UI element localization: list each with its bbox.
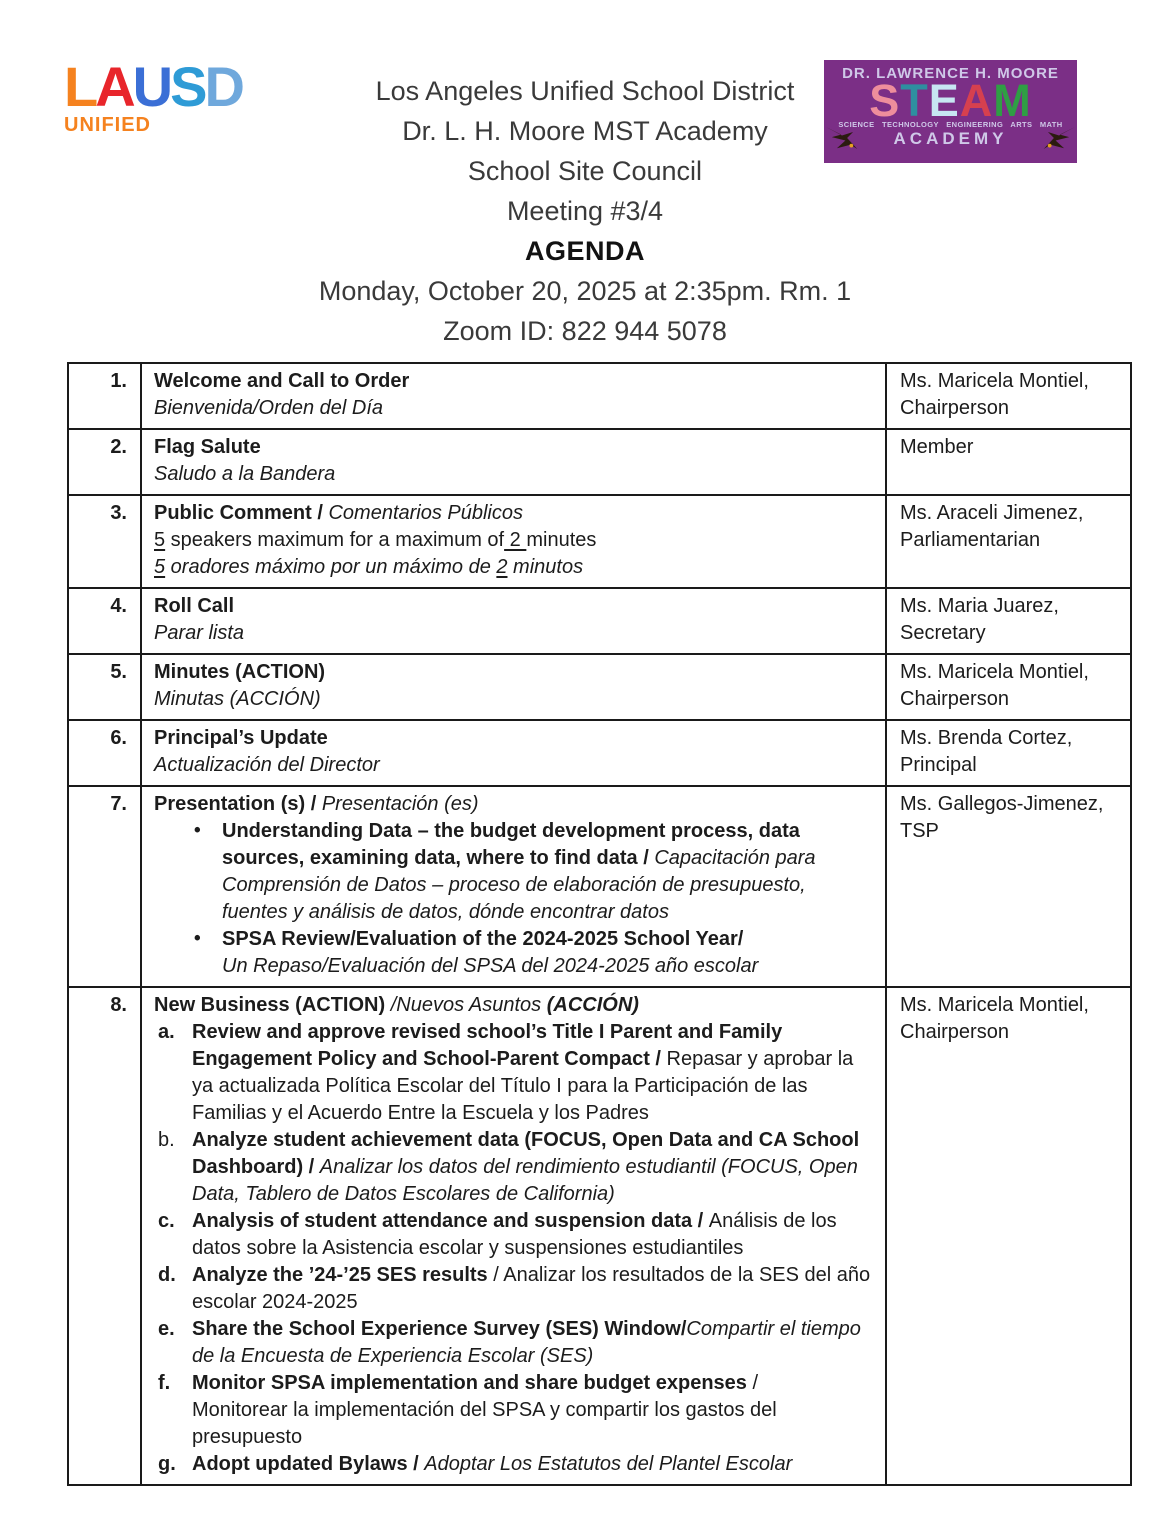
- text-segment: Adoptar Los Estatutos del Plantel Escolar: [424, 1453, 793, 1475]
- assignee-line: Ms. Araceli Jimenez,: [900, 502, 1084, 524]
- district-title: Los Angeles Unified School District: [375, 76, 795, 106]
- steam-logo-academy: ACADEMY: [893, 129, 1008, 149]
- agenda-line: [154, 461, 873, 488]
- text-segment: Comentarios Públicos: [328, 502, 523, 524]
- text-segment: speakers maximum for a maximum of: [165, 529, 505, 551]
- text-segment: minutes: [526, 529, 597, 551]
- agenda-item-content: [141, 654, 886, 720]
- agenda-letter-item: [154, 1370, 873, 1451]
- agenda-item-assignee: [886, 588, 1131, 654]
- lausd-logo-subtitle: UNIFIED: [64, 114, 151, 137]
- assignee-line: Parliamentarian: [900, 529, 1041, 551]
- text-segment: 5: [154, 529, 166, 551]
- agenda-bullet-item: [154, 926, 873, 980]
- agenda-letter-item: [154, 1316, 873, 1370]
- agenda-item-number: 4.: [68, 588, 141, 654]
- text-segment: Parar lista: [154, 622, 245, 644]
- text-segment: Adopt updated Bylaws /: [192, 1453, 425, 1475]
- text-segment: Analyze the ’24-’25 SES results: [192, 1264, 488, 1286]
- agenda-label: AGENDA: [524, 236, 645, 266]
- agenda-letter-item: [154, 1451, 873, 1478]
- agenda-item-assignee: [886, 720, 1131, 786]
- text-segment: 2: [496, 556, 508, 578]
- assignee-line: Ms. Maricela Montiel,: [900, 370, 1089, 392]
- text-segment: Monitor SPSA implementation and share budget expenses: [192, 1372, 747, 1394]
- agenda-item-assignee: [886, 987, 1131, 1485]
- agenda-item-assignee: [886, 363, 1131, 429]
- council-title: School Site Council: [467, 156, 703, 186]
- text-segment: oradores máximo por un máximo de: [165, 556, 497, 578]
- text-segment: SPSA Review/Evaluation of the 2024-2025 School Year/: [222, 928, 744, 950]
- bullet-marker: •: [194, 928, 201, 949]
- text-segment: Compartir el tiempo de la Encuesta de Experiencia Escolar (SES): [192, 1318, 861, 1367]
- text-segment: Presentación (es): [321, 793, 479, 815]
- text-segment: Share the School Experience Survey (SES) Window/: [192, 1318, 687, 1340]
- assignee-line: Ms. Maria Juarez,: [900, 595, 1059, 617]
- agenda-line: [154, 368, 873, 395]
- table-row: [68, 987, 1131, 1485]
- agenda-line: [154, 791, 873, 818]
- agenda-line: [154, 620, 873, 647]
- logo-letter: S: [170, 55, 205, 118]
- text-segment: Monitorear la implementación del SPSA y compartir los gastos del presupuesto: [192, 1399, 777, 1448]
- agenda-item-assignee: [886, 495, 1131, 588]
- letter-marker: e.: [158, 1318, 175, 1340]
- agenda-table: [67, 362, 1132, 1486]
- text-segment: Public Comment /: [154, 502, 329, 524]
- table-row: [68, 786, 1131, 987]
- agenda-line: [154, 659, 873, 686]
- logo-letter: T: [900, 75, 929, 126]
- agenda-item-number: 5.: [68, 654, 141, 720]
- eagle-icon: [825, 125, 859, 151]
- table-row: [68, 363, 1131, 429]
- agenda-item-content: [141, 588, 886, 654]
- table-row: [68, 588, 1131, 654]
- logo-letter: E: [928, 75, 960, 126]
- agenda-item-assignee: [886, 786, 1131, 987]
- agenda-line: [154, 593, 873, 620]
- text-segment: minutos: [507, 556, 584, 578]
- text-segment: Analyze student achievement data (FOCUS, Open Data and CA School Dashboard) /: [192, 1129, 860, 1178]
- text-segment: Minutas (ACCIÓN): [154, 688, 321, 710]
- assignee-line: Secretary: [900, 622, 986, 644]
- text-segment: Capacitación para Comprensión de Datos – proceso de elaboración de presupuesto, fuentes y análisis de datos, dónde encontrar datos: [222, 847, 816, 923]
- agenda-item-content: [141, 720, 886, 786]
- assignee-line: Principal: [900, 754, 977, 776]
- zoom-id: Zoom ID: 822 944 5078: [443, 316, 727, 346]
- agenda-item-number: 6.: [68, 720, 141, 786]
- text-segment: Welcome and Call to Order: [154, 370, 410, 392]
- assignee-line: Ms. Maricela Montiel,: [900, 994, 1089, 1016]
- agenda-item-number: 3.: [68, 495, 141, 588]
- text-segment: Analysis of student attendance and suspension data /: [192, 1210, 709, 1232]
- table-row: [68, 720, 1131, 786]
- logo-letter: U: [132, 55, 171, 118]
- meeting-date: Monday, October 20, 2025 at 2:35pm. Rm. 1: [318, 276, 852, 306]
- text-segment: Review and approve revised school’s Title I Parent and Family Engagement Policy and School-Parent Compact /: [192, 1021, 783, 1070]
- agenda-line: [154, 527, 873, 554]
- text-segment: Un Repaso/Evaluación del SPSA del 2024-2025 año escolar: [222, 955, 759, 977]
- agenda-letter-item: [154, 1019, 873, 1127]
- assignee-line: Ms. Gallegos-Jimenez,: [900, 793, 1104, 815]
- text-segment: 5: [154, 556, 166, 578]
- agenda-line: [154, 752, 873, 779]
- text-segment: Saludo a la Bandera: [154, 463, 336, 485]
- assignee-line: Chairperson: [900, 1021, 1009, 1043]
- table-row: [68, 429, 1131, 495]
- letter-marker: c.: [158, 1210, 175, 1232]
- meeting-number: Meeting #3/4: [506, 196, 664, 226]
- logo-letter: S: [869, 75, 901, 126]
- assignee-line: TSP: [900, 820, 939, 842]
- agenda-item-number: 7.: [68, 786, 141, 987]
- eagle-icon: [1042, 125, 1076, 151]
- agenda-line: [154, 500, 873, 527]
- agenda-item-number: 1.: [68, 363, 141, 429]
- table-row: [68, 654, 1131, 720]
- agenda-line: [154, 554, 873, 581]
- text-segment: Analizar los datos del rendimiento estudiantil (FOCUS, Open Data, Tablero de Datos Escolares de California): [192, 1156, 858, 1205]
- logo-letter: D: [204, 55, 242, 118]
- school-title: Dr. L. H. Moore MST Academy: [402, 116, 768, 146]
- agenda-line: [154, 725, 873, 752]
- agenda-line: [154, 992, 873, 1019]
- agenda-item-content: [141, 429, 886, 495]
- agenda-line: [154, 434, 873, 461]
- text-segment: Actualización del Director: [154, 754, 380, 776]
- logo-letter: A: [959, 75, 994, 126]
- logo-letter: L: [64, 55, 96, 118]
- assignee-line: Chairperson: [900, 688, 1009, 710]
- text-segment: /Nuevos Asuntos: [390, 994, 547, 1016]
- agenda-item-assignee: [886, 429, 1131, 495]
- agenda-item-assignee: [886, 654, 1131, 720]
- text-segment: /: [746, 1372, 759, 1394]
- letter-marker: a.: [158, 1021, 175, 1043]
- letter-marker: b.: [158, 1129, 175, 1151]
- logo-letter: A: [95, 55, 133, 118]
- text-segment: New Business (ACTION): [154, 994, 391, 1016]
- text-segment: Repasar y aprobar la ya actualizada Política Escolar del Título I para la Participación de las Familias y el Acuerdo Entre la Escuela y los Padres: [192, 1048, 854, 1124]
- steam-academy-logo: [824, 60, 1077, 163]
- assignee-line: Member: [900, 436, 974, 458]
- steam-logo-subjects: SCIENCE TECHNOLOGY ENGINEERING ARTS MATH: [838, 120, 1063, 130]
- text-segment: Bienvenida/Orden del Día: [154, 397, 384, 419]
- text-segment: Roll Call: [154, 595, 235, 617]
- agenda-letter-item: [154, 1208, 873, 1262]
- agenda-line: [154, 686, 873, 713]
- table-row: [68, 495, 1131, 588]
- text-segment: Presentation (s) /: [154, 793, 322, 815]
- letter-marker: d.: [158, 1264, 176, 1286]
- agenda-item-content: [141, 786, 886, 987]
- agenda-bullet-item: [154, 818, 873, 926]
- text-segment: Minutes (ACTION): [154, 661, 326, 683]
- text-segment: 2: [504, 529, 527, 551]
- bullet-marker: •: [194, 820, 201, 841]
- assignee-line: Chairperson: [900, 397, 1009, 419]
- agenda-letter-item: [154, 1262, 873, 1316]
- text-segment: Análisis de los datos sobre la Asistencia escolar y suspensiones estudiantiles: [192, 1210, 837, 1259]
- assignee-line: Ms. Brenda Cortez,: [900, 727, 1073, 749]
- text-segment: Understanding Data – the budget development process, data sources, examining data, where to find data /: [222, 820, 800, 869]
- steam-logo-name: DR. LAWRENCE H. MOORE: [842, 65, 1059, 82]
- text-segment: Flag Salute: [154, 436, 261, 458]
- agenda-table-body: [68, 363, 1131, 1485]
- text-segment: (ACCIÓN): [546, 994, 639, 1016]
- assignee-line: Ms. Maricela Montiel,: [900, 661, 1089, 683]
- agenda-item-number: 2.: [68, 429, 141, 495]
- agenda-item-content: [141, 495, 886, 588]
- text-segment: Principal’s Update: [154, 727, 328, 749]
- agenda-line: [154, 395, 873, 422]
- agenda-letter-item: [154, 1127, 873, 1208]
- text-segment: / Analizar los resultados de la SES del año escolar 2024-2025: [192, 1264, 871, 1313]
- logo-letter: M: [993, 75, 1032, 126]
- agenda-item-content: [141, 363, 886, 429]
- letter-marker: g.: [158, 1453, 176, 1475]
- letter-marker: f.: [158, 1372, 171, 1394]
- agenda-item-number: 8.: [68, 987, 141, 1485]
- agenda-item-content: [141, 987, 886, 1485]
